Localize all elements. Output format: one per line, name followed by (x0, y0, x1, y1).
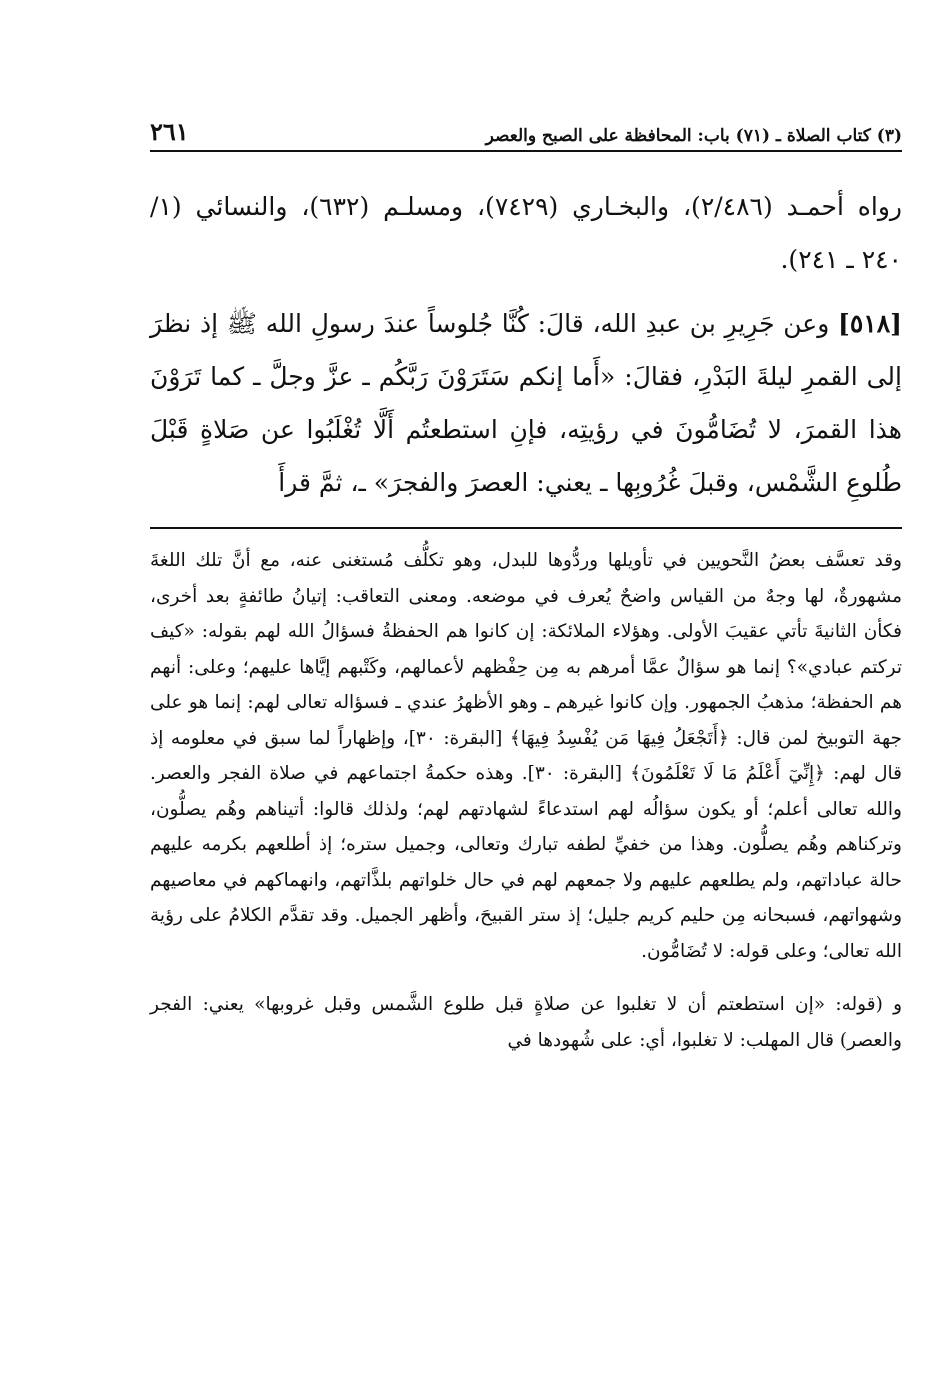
page-number: ٢٦١ (150, 117, 189, 146)
commentary (150, 543, 902, 1058)
hadith-source-reference: رواه أحمـد (٢/٤٨٦)، والبخـاري (٧٤٢٩)، ومسلـم (٦٣٢)، والنسائي (١/ ٢٤٠ ـ ٢٤١). (150, 192, 902, 274)
commentary-paragraph-1: وقد تعسَّف بعضُ النَّحويين في تأويلها وردُّوها للبدل، وهو تكلُّف مُستغنى عنه، مع أنَّ تلك اللغةَ مشهورةٌ، لها وجهٌ من القياس واضحٌ يُعرف في موضعه. ومعنى التعاقب: إتيانُ طائفةٍ بعد أخرى، فكأن الثانيةَ تأتي عقيبَ الأولى. وهؤلاء الملائكة: إن كانوا هم الحفظةُ فسؤالُ الله لهم بقوله: «كيف تركتم عبادي»؟ إنما هو سؤالٌ عمَّا أمرهم به مِن حِفْظهم لأعمالهم، وكَتْبهم إيَّاها عليهم؛ وعلى: أنهم هم الحفظة؛ مذهبُ الجمهور. وإن كانوا غيرهم ـ وهو الأظهرُ عندي ـ فسؤاله تعالى لهم: إنما هو على جهة التوبيخ لمن قال: ﴿أَتَجْعَلُ فِيهَا مَن يُفْسِدُ فِيهَا﴾ [البقرة: ٣٠]، وإظهاراً لما سبق في معلومه إذ قال لهم: ﴿إِنِّيٓ أَعْلَمُ مَا لَا تَعْلَمُونَ﴾ [البقرة: ٣٠]. وهذه حكمةُ اجتماعهم في صلاة الفجر والعصر. والله تعالى أعلم؛ أو يكون سؤالُه لهم استدعاءً لشهادتهم لهم؛ ولذلك قالوا: أتيناهم وهُم يصلُّون، وتركناهم وهُم يصلُّون. وهذا من خفيِّ لطفه تبارك وتعالى، وجميل ستره؛ إذ أطلعهم بكرمه عليهم حالة عباداتهم، ولم يطلعهم عليهم ولا جمعهم لهم في حال خلواتهم بلذَّاتهم، وانهماكهم في معاصيهم وشهواتهم، فسبحانه مِن حليم كريم جليل؛ إذ ستر القبيحَ، وأظهر الجميل. وقد تقدَّم الكلامُ على رؤية الله تعالى؛ وعلى قوله: لا تُضَامُّون. (150, 550, 902, 962)
book-page (150, 108, 902, 1058)
hadith-text: وعن جَرِيرِ بن عبدِ الله، قالَ: كُنَّا جُلوساً عندَ رسولِ الله ﷺ إذ نظرَ إلى القمرِ ليلةَ البَدْرِ، فقالَ: «أَما إنكم سَتَرَوْنَ رَبَّكُم ـ عزَّ وجلَّ ـ كما تَرَوْنَ هذا القمرَ، لا تُضَامُّونَ في رؤيتِه، فإنِ استطعتُم أَلَّا تُغْلَبُوا عن صَلاةٍ قَبْلَ طُلوعِ الشَّمْس، وقبلَ غُرُوبِها ـ يعني: العصرَ والفجرَ» ـ، ثمَّ قرأَ (150, 309, 902, 497)
hadith-number: [٥١٨] (838, 309, 902, 338)
main-text (150, 180, 902, 509)
commentary-paragraph-2: و (قوله: «إن استطعتم أن لا تغلبوا عن صلاةٍ قبل طلوع الشَّمس وقبل غروبها» يعني: الفجر والعصر) قال المهلب: لا تغلبوا، أي: على شُهودها في (150, 994, 902, 1051)
running-title: (٣) كتاب الصلاة ـ (٧١) باب: المحافظة على الصبح والعصر (485, 126, 902, 146)
hadith-paragraph (150, 297, 902, 509)
page-header (150, 108, 902, 152)
footnote-divider (150, 527, 902, 529)
